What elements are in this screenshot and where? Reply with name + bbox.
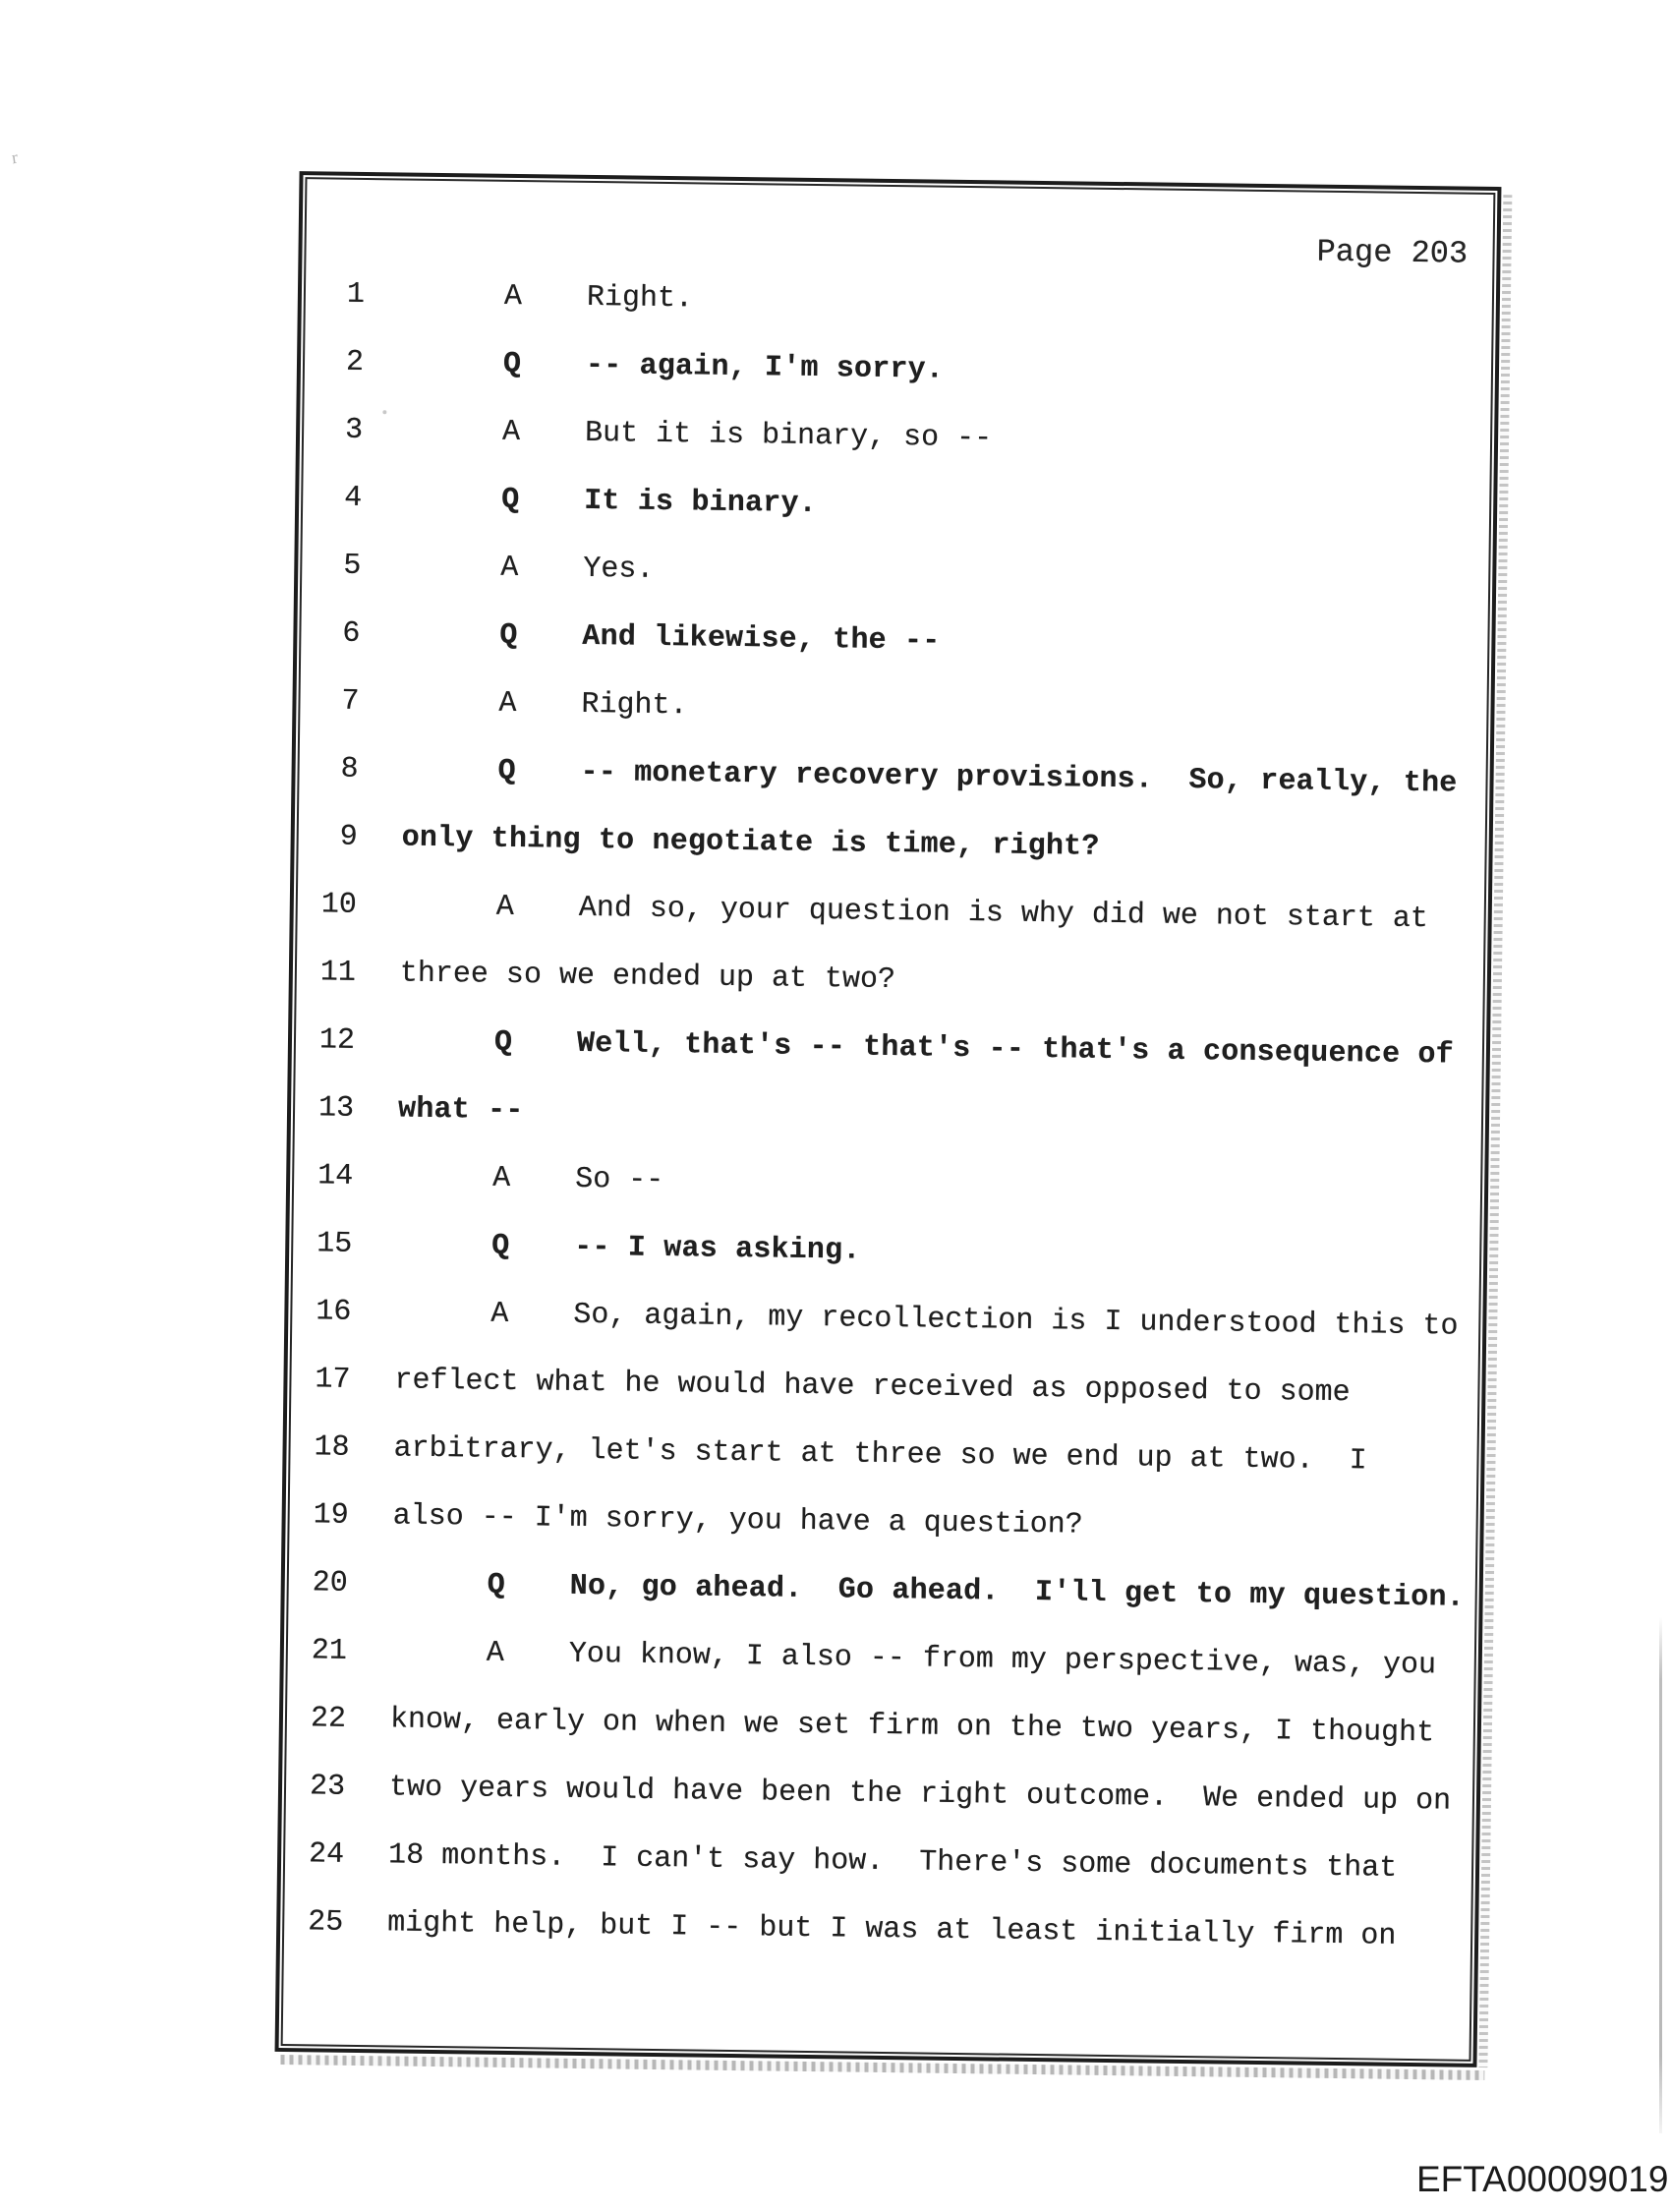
line-text: know, early on when we set firm on the two years, I thought — [389, 1703, 1435, 1751]
line-number: 11 — [319, 956, 357, 990]
line-number: 18 — [314, 1430, 350, 1465]
line-number: 19 — [313, 1498, 349, 1533]
transcript-line — [301, 343, 1495, 400]
speaker-label: Q — [491, 1229, 510, 1263]
line-text: arbitrary, let's start at three so we end up at two. I — [393, 1431, 1367, 1479]
line-text: -- monetary recovery provisions. So, really, the — [580, 755, 1458, 801]
line-text: And likewise, the -- — [582, 619, 941, 659]
transcript-line — [284, 1632, 1478, 1689]
line-number: 3 — [344, 413, 364, 447]
scan-artifact: r — [10, 146, 20, 168]
line-number: 7 — [341, 684, 360, 719]
speaker-label: Q — [487, 1568, 506, 1602]
transcript-line — [292, 1021, 1486, 1078]
line-number: 17 — [315, 1363, 351, 1397]
line-text: So -- — [574, 1162, 664, 1198]
line-text: two years would have been the right outcome. We ended up on — [388, 1771, 1452, 1819]
transcript-line — [299, 479, 1493, 536]
scan-edge-shadow — [1659, 1617, 1662, 2133]
transcript-line — [285, 1496, 1479, 1553]
line-number: 12 — [318, 1023, 356, 1058]
transcript-line — [300, 411, 1494, 468]
line-number: 24 — [308, 1837, 345, 1872]
speaker-label: A — [501, 415, 521, 450]
line-text: Well, that's -- that's -- that's a consequence of — [576, 1026, 1455, 1073]
transcript-line — [296, 682, 1490, 739]
transcript-line — [281, 1835, 1475, 1892]
transcript-line — [294, 886, 1488, 943]
line-text: Yes. — [583, 552, 655, 587]
line-number: 10 — [320, 888, 358, 922]
transcript-line — [284, 1564, 1478, 1621]
page-number-header: Page 203 — [1316, 233, 1469, 272]
transcript-line — [293, 954, 1487, 1011]
line-number: 20 — [312, 1566, 348, 1601]
line-text: And so, your question is why did we not start at — [578, 891, 1429, 937]
transcript-line — [287, 1361, 1481, 1418]
line-number: 9 — [339, 820, 358, 854]
line-number: 5 — [343, 549, 362, 583]
line-number: 15 — [317, 1227, 353, 1261]
speaker-label: A — [491, 1161, 511, 1195]
speaker-label: A — [486, 1636, 505, 1670]
line-number: 1 — [346, 277, 366, 312]
line-text: might help, but I -- but I was at least initially firm on — [387, 1906, 1397, 1953]
line-number: 4 — [343, 481, 363, 515]
line-text: reflect what he would have received as opposed to some — [394, 1364, 1351, 1411]
speaker-label: A — [490, 1297, 509, 1331]
line-text: Right. — [581, 687, 688, 724]
line-number: 25 — [308, 1905, 344, 1940]
speaker-label: A — [498, 686, 517, 722]
line-text: -- again, I'm sorry. — [585, 348, 945, 387]
speaker-label: A — [503, 279, 523, 315]
transcript-line — [290, 1157, 1484, 1214]
speaker-label: Q — [502, 347, 522, 382]
transcript-body — [279, 175, 1498, 2064]
transcript-line — [302, 275, 1496, 332]
speaker-label: A — [495, 890, 515, 924]
line-text: also -- I'm sorry, you have a question? — [392, 1499, 1083, 1543]
speaker-label: Q — [499, 618, 518, 654]
line-text: what -- — [397, 1092, 524, 1129]
line-number: 2 — [345, 345, 365, 379]
line-number: 22 — [310, 1702, 347, 1736]
line-number: 16 — [316, 1295, 352, 1329]
page-frame — [275, 171, 1502, 2067]
line-number: 21 — [311, 1634, 348, 1668]
line-text: three so we ended up at two? — [399, 957, 896, 998]
line-text: Right. — [586, 280, 694, 317]
line-number: 14 — [317, 1159, 354, 1193]
line-text: But it is binary, so -- — [584, 416, 993, 456]
speaker-label: Q — [493, 1025, 513, 1060]
line-number: 13 — [317, 1091, 355, 1126]
transcript-line — [283, 1700, 1477, 1757]
line-number: 23 — [309, 1770, 346, 1804]
transcript-line — [282, 1768, 1476, 1825]
transcript-line — [286, 1428, 1480, 1485]
line-text: You know, I also -- from my perspective, was, you — [568, 1637, 1437, 1683]
line-text: only thing to negotiate is time, right? — [401, 821, 1100, 864]
speaker-label: A — [500, 551, 519, 586]
line-number: 6 — [342, 616, 361, 651]
transcript-line — [288, 1293, 1482, 1350]
transcript-line — [295, 750, 1489, 807]
transcript-line — [294, 818, 1488, 875]
line-number: 8 — [340, 752, 359, 786]
line-text: -- I was asking. — [574, 1230, 861, 1268]
line-text: No, go ahead. Go ahead. I'll get to my question. — [569, 1569, 1466, 1615]
line-text: 18 months. I can't say how. There's some documents that — [387, 1838, 1398, 1886]
line-text: It is binary. — [583, 484, 818, 521]
transcript-line — [291, 1089, 1485, 1146]
transcript-line — [297, 614, 1491, 671]
transcript-line — [289, 1225, 1483, 1282]
speaker-label: Q — [497, 754, 517, 789]
bates-number: EFTA00009019 — [1416, 2159, 1669, 2199]
speaker-label: Q — [500, 483, 520, 518]
line-text: So, again, my recollection is I understood this to — [573, 1298, 1459, 1344]
transcript-line — [280, 1903, 1474, 1960]
transcript-line — [298, 547, 1492, 604]
